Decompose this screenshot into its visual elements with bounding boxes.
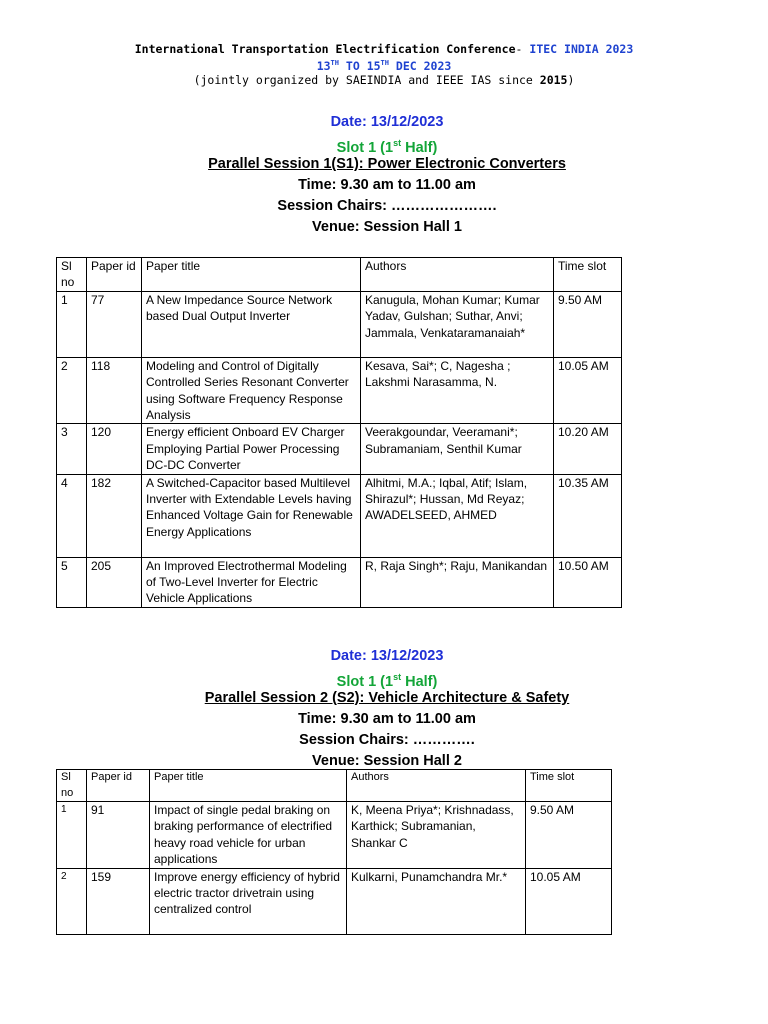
table-row [57, 291, 622, 357]
cell-paper-id: 182 [87, 474, 142, 557]
header-time-slot: Time slot [526, 770, 612, 802]
cell-time-slot: 10.05 AM [554, 357, 622, 424]
conference-dates: 13TH TO 15TH DEC 2023 [316, 58, 452, 73]
session-time: Time: 9.30 am to 11.00 am [298, 177, 476, 193]
cell-sl: 2 [57, 868, 87, 934]
conference-header [0, 42, 768, 87]
table-row [57, 424, 622, 474]
cell-authors: Kulkarni, Punamchandra Mr.* [347, 868, 526, 934]
header-paper-title: Paper title [142, 258, 361, 292]
table-row [57, 474, 622, 557]
session-1-table [56, 257, 622, 608]
cell-paper-id: 77 [87, 291, 142, 357]
header-authors: Authors [361, 258, 554, 292]
cell-paper-id: 159 [87, 868, 150, 934]
table-header-row [57, 258, 622, 292]
header-paper-id: Paper id [87, 258, 142, 292]
session-venue: Venue: Session Hall 2 [312, 753, 462, 769]
conference-dash: - [515, 42, 530, 56]
table-row [57, 802, 612, 869]
cell-paper-title: A Switched-Capacitor based Multilevel Inverter with Extendable Levels having Enhanced Voltage Gain for Renewable Energy Applications [142, 474, 361, 557]
header-authors: Authors [347, 770, 526, 802]
session-slot: Slot 1 (1st Half) [336, 138, 438, 156]
cell-authors: Kanugula, Mohan Kumar; Kumar Yadav, Gulshan; Suthar, Anvi; Jammala, Venkataramanaiah* [361, 291, 554, 357]
header-sl-no: Sl no [57, 258, 87, 292]
cell-authors: Veerakgoundar, Veeramani*; Subramaniam, Senthil Kumar [361, 424, 554, 474]
cell-paper-title: A New Impedance Source Network based Dual Output Inverter [142, 291, 361, 357]
session-date: Date: 13/12/2023 [330, 648, 444, 664]
cell-authors: K, Meena Priya*; Krishnadass, Karthick; Subramanian, Shankar C [347, 802, 526, 869]
conference-name: International Transportation Electrification Conference [134, 42, 516, 56]
cell-time-slot: 10.50 AM [554, 557, 622, 607]
header-time-slot: Time slot [554, 258, 622, 292]
cell-paper-id: 118 [87, 357, 142, 424]
header-paper-title: Paper title [150, 770, 347, 802]
cell-sl: 1 [57, 291, 87, 357]
cell-sl: 3 [57, 424, 87, 474]
cell-paper-title: Impact of single pedal braking on braking performance of electrified heavy road vehicle for urban applications [150, 802, 347, 869]
cell-authors: Alhitmi, M.A.; Iqbal, Atif; Islam, Shirazul*; Hussan, Md Reyaz; AWADELSEED, AHMED [361, 474, 554, 557]
session-2-heading [0, 646, 768, 772]
cell-time-slot: 10.20 AM [554, 424, 622, 474]
cell-paper-id: 120 [87, 424, 142, 474]
cell-authors: R, Raja Singh*; Raju, Manikandan [361, 557, 554, 607]
session-date: Date: 13/12/2023 [330, 114, 444, 130]
cell-paper-title: An Improved Electrothermal Modeling of Two-Level Inverter for Electric Vehicle Applications [142, 557, 361, 607]
table-row [57, 868, 612, 934]
cell-paper-id: 205 [87, 557, 142, 607]
session-venue: Venue: Session Hall 1 [312, 219, 462, 235]
session-slot: Slot 1 (1st Half) [336, 672, 438, 690]
cell-paper-title: Modeling and Control of Digitally Controlled Series Resonant Converter using Software Frequency Response Analysis [142, 357, 361, 424]
cell-paper-title: Energy efficient Onboard EV Charger Employing Partial Power Processing DC-DC Converter [142, 424, 361, 474]
cell-time-slot: 10.35 AM [554, 474, 622, 557]
table-row [57, 357, 622, 424]
conference-title-line [0, 42, 768, 56]
session-chairs: Session Chairs: …………………. [277, 198, 497, 214]
table-row [57, 557, 622, 607]
session-title: Parallel Session 2 (S2): Vehicle Architecture & Safety [204, 690, 570, 706]
cell-sl: 5 [57, 557, 87, 607]
session-title: Parallel Session 1(S1): Power Electronic Converters [208, 156, 566, 172]
session-time: Time: 9.30 am to 11.00 am [298, 711, 476, 727]
cell-sl: 1 [57, 802, 87, 869]
session-2-table [56, 769, 612, 935]
cell-authors: Kesava, Sai*; C, Nagesha ; Lakshmi Narasamma, N. [361, 357, 554, 424]
header-sl-no: Sl no [57, 770, 87, 802]
cell-time-slot: 10.05 AM [526, 868, 612, 934]
cell-paper-id: 91 [87, 802, 150, 869]
header-paper-id: Paper id [87, 770, 150, 802]
table-header-row [57, 770, 612, 802]
event-name: ITEC INDIA 2023 [529, 42, 634, 56]
session-1-heading [0, 112, 768, 238]
cell-sl: 4 [57, 474, 87, 557]
cell-paper-title: Improve energy efficiency of hybrid electric tractor drivetrain using centralized control [150, 868, 347, 934]
session-chairs: Session Chairs: …………. [299, 732, 475, 748]
cell-time-slot: 9.50 AM [526, 802, 612, 869]
cell-sl: 2 [57, 357, 87, 424]
organized-by: (jointly organized by SAEINDIA and IEEE IAS since 2015) [193, 72, 575, 87]
cell-time-slot: 9.50 AM [554, 291, 622, 357]
